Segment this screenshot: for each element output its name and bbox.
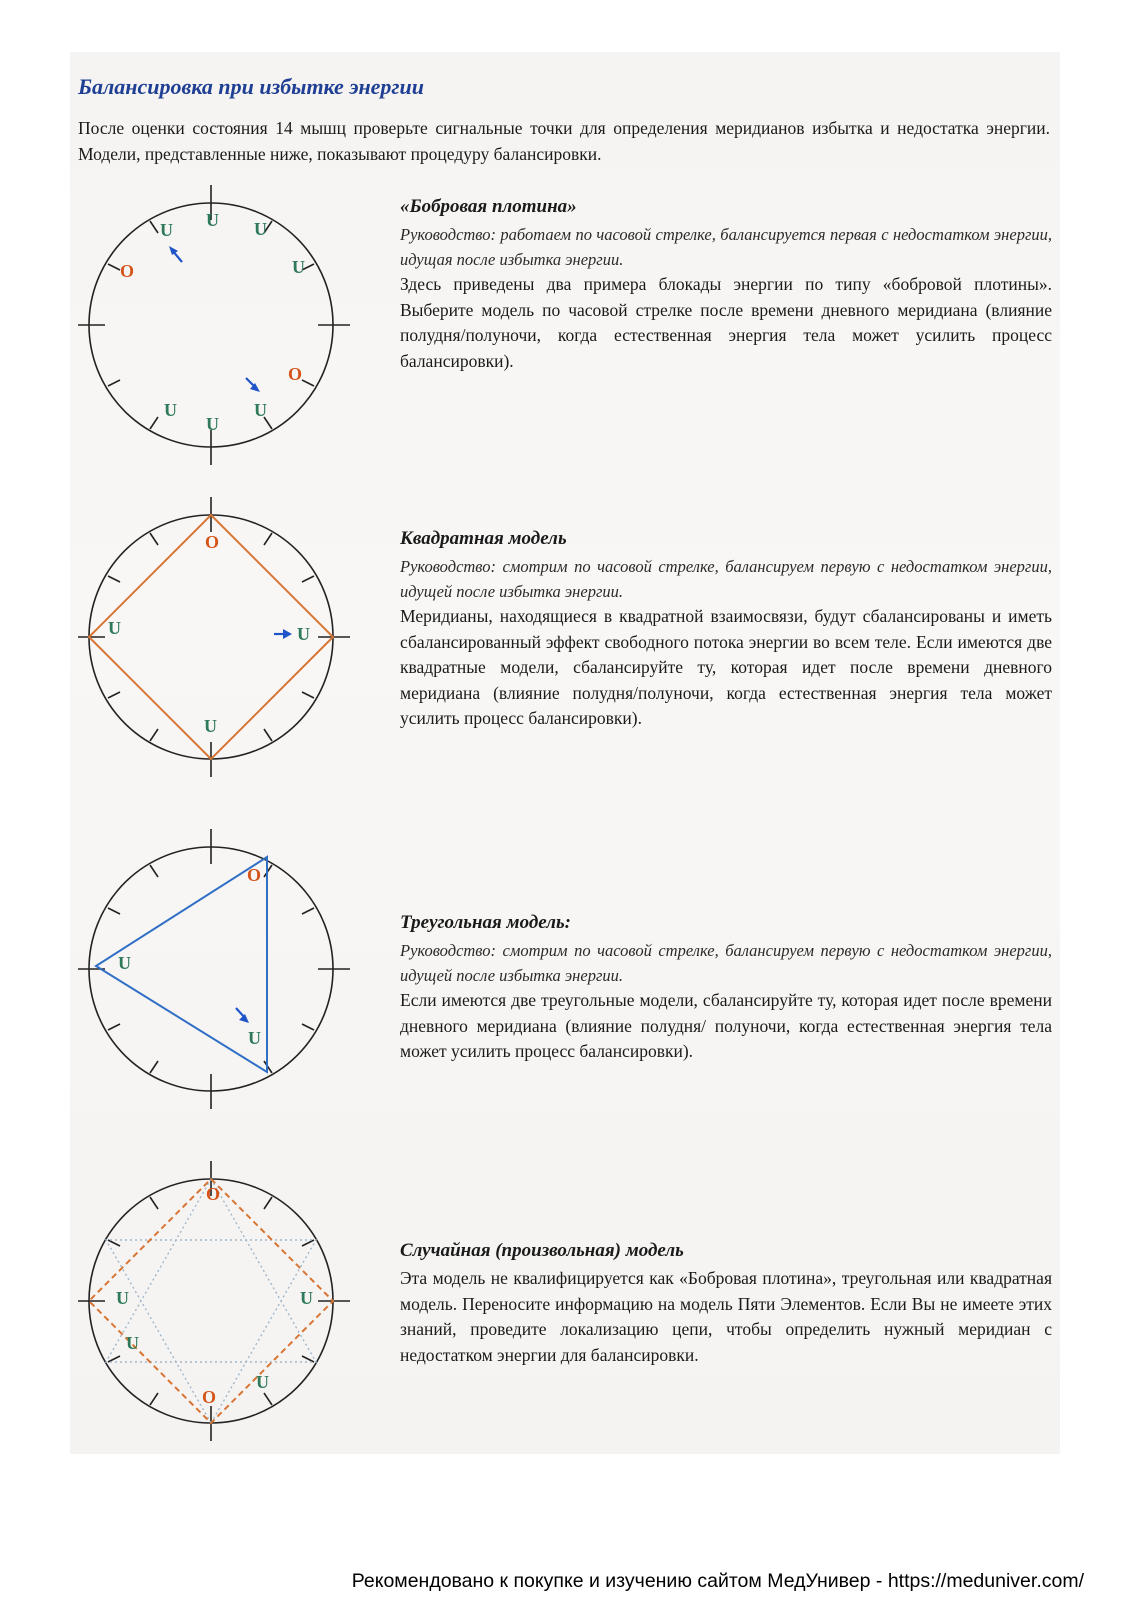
deficit-marker: U	[248, 1028, 261, 1048]
excess-marker: O	[202, 1387, 217, 1407]
section-heading: Треугольная модель:	[400, 912, 571, 933]
random-model-section	[400, 1240, 1052, 1368]
deficit-marker: U	[118, 953, 131, 973]
beaver-dam-diagram	[78, 180, 356, 470]
deficit-marker: U	[160, 220, 173, 240]
section-guide: Руководство: смотрим по часовой стрелке, балансируем первую с недостатком энергии, идущей после избытка энергии.	[400, 557, 1052, 601]
excess-marker: O	[120, 261, 135, 281]
section-heading: «Бобровая плотина»	[400, 196, 577, 217]
beaver-dam-section	[400, 196, 1052, 374]
section-heading: Квадратная модель	[400, 528, 567, 549]
deficit-marker: U	[256, 1372, 269, 1392]
arrow-icon	[274, 629, 292, 639]
section-body: Здесь приведены два примера блокады энергии по типу «бобровой плотины». Выберите модель по часовой стрелке после времени дневного меридиана (влияние полудня/полуночи, когда естественная энергия тела может усилить процесс балансировки).	[400, 274, 1052, 371]
triangle-model-section	[400, 912, 1052, 1065]
deficit-marker: U	[206, 414, 219, 434]
deficit-marker: U	[126, 1333, 139, 1353]
section-heading: Случайная (произвольная) модель	[400, 1240, 684, 1261]
deficit-marker: U	[164, 400, 177, 420]
excess-marker: O	[205, 532, 220, 552]
excess-marker: O	[247, 865, 262, 885]
section-body: Меридианы, находящиеся в квадратной взаимосвязи, будут сбалансированы и иметь сбалансированный эффект свободного потока энергии во всем теле. Если имеются две квадратные модели, сбалансируйте ту, которая идет после времени дневного меридиана (влияние полудня/полуночи, когда естественная энергия тела может усилить процесс балансировки).	[400, 606, 1052, 728]
deficit-marker: U	[254, 400, 267, 420]
deficit-marker: U	[116, 1288, 129, 1308]
deficit-marker: U	[292, 257, 305, 277]
deficit-marker: U	[254, 219, 267, 239]
section-guide: Руководство: работаем по часовой стрелке, балансируется первая с недостатком энергии, идущая после избытка энергии.	[400, 225, 1052, 269]
intro-paragraph: После оценки состояния 14 мышц проверьте сигнальные точки для определения меридианов избытка и недостатка энергии. Модели, представленные ниже, показывают процедуру балансировки.	[78, 118, 1050, 164]
deficit-marker: U	[206, 210, 219, 230]
section-guide: Руководство: смотрим по часовой стрелке, балансируем первую с недостатком энергии, идущей после избытка энергии.	[400, 941, 1052, 985]
footer-recommendation: Рекомендовано к покупке и изучению сайтом МедУнивер - https://meduniver.com/	[351, 1570, 1084, 1592]
arrow-icon	[169, 246, 182, 262]
square-model-section	[400, 528, 1052, 732]
excess-marker: O	[288, 364, 303, 384]
random-model-diagram	[78, 1156, 356, 1446]
section-body: Если имеются две треугольные модели, сбалансируйте ту, которая идет после времени дневного меридиана (влияние полудня/ полуночи, когда естественная энергия тела может усилить процесс балансировки).	[400, 990, 1052, 1061]
page-title: Балансировка при избытке энергии	[78, 74, 425, 99]
excess-marker: O	[206, 1184, 221, 1204]
arrow-icon	[236, 1008, 249, 1023]
triangle-model-diagram	[78, 824, 356, 1114]
deficit-marker: U	[300, 1288, 313, 1308]
arrow-icon	[246, 378, 260, 392]
square-model-diagram	[78, 492, 356, 782]
deficit-marker: U	[297, 624, 310, 644]
section-body: Эта модель не квалифицируется как «Бобровая плотина», треугольная или квадратная модель. Переносите информацию на модель Пяти Элементов. Если Вы не имеете этих знаний, проведите локализацию цепи, чтобы определить нужный меридиан с недостатком энергии для балансировки.	[400, 1268, 1052, 1365]
meridian-clock-circle	[89, 203, 333, 447]
deficit-marker: U	[204, 716, 217, 736]
deficit-marker: U	[108, 618, 121, 638]
